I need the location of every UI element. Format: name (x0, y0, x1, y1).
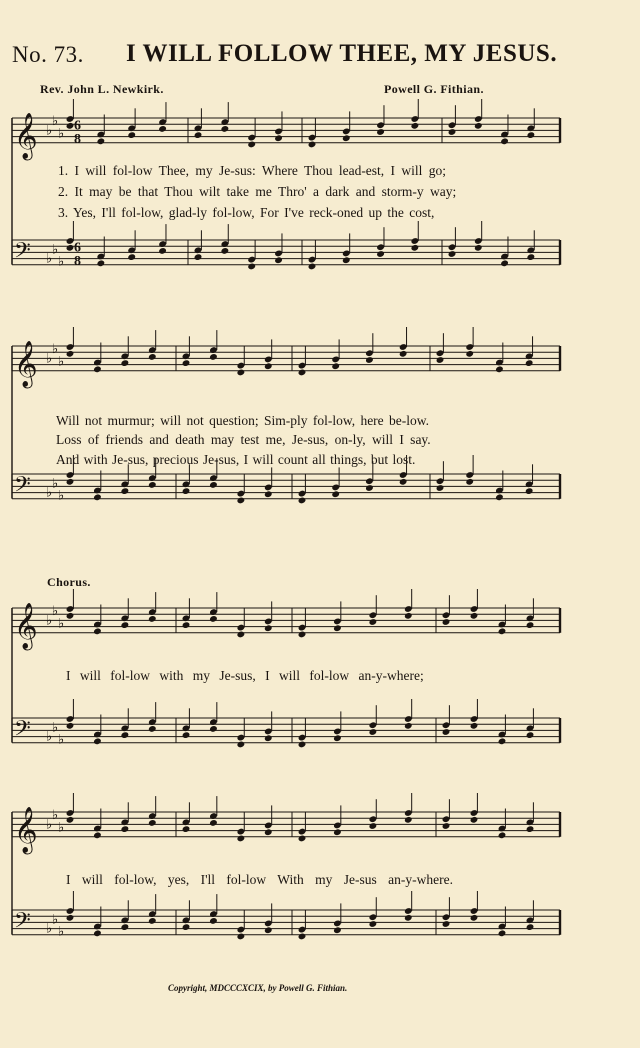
notehead (369, 618, 378, 626)
notehead (66, 350, 75, 358)
time-signature-top: 6 (74, 240, 81, 256)
notehead (66, 478, 75, 486)
notehead (411, 244, 420, 252)
verse-1-line-1: 1. I will fol-low Thee, my Je-sus: Where Thou lead-est, I will go; (58, 163, 447, 178)
notehead (66, 914, 75, 922)
notehead (121, 621, 130, 629)
notehead (333, 926, 342, 934)
notehead (182, 731, 191, 739)
notehead (369, 728, 378, 736)
bass-clef-icon: 𝄢 (14, 238, 31, 269)
notehead (404, 612, 413, 620)
notehead (526, 731, 535, 739)
notehead (209, 353, 218, 361)
notehead (93, 493, 102, 501)
notehead (237, 741, 246, 749)
flat-icon: ♭ (46, 729, 53, 745)
notehead (411, 122, 420, 130)
time-signature-bottom: 8 (74, 253, 81, 269)
flat-icon: ♭ (46, 613, 53, 629)
verse-3-line-1: 3. Yes, I'll fol-low, glad-ly fol-low, For I've reck-oned up the cost, (58, 205, 435, 220)
notehead (526, 923, 535, 931)
notehead (308, 263, 317, 271)
notehead (148, 353, 157, 361)
notehead (237, 497, 246, 505)
hymn-title: I WILL FOLLOW THEE, MY JESUS. (126, 40, 558, 67)
verse-2-line-2: Loss of friends and death may test me, Je-sus, on-ly, will I say. (56, 432, 431, 447)
notehead (298, 933, 307, 941)
notehead (194, 131, 203, 139)
time-signature-bottom: 8 (74, 131, 81, 147)
notehead (93, 831, 102, 839)
notehead (127, 131, 136, 139)
verse-3-line-2: And with Je-sus, precious Je-sus, I will count all things, but lost. (56, 452, 416, 467)
flat-icon: ♭ (52, 604, 59, 620)
notehead (498, 627, 507, 635)
notehead (93, 929, 102, 937)
notehead (404, 722, 413, 730)
notehead (470, 816, 479, 824)
notehead (342, 256, 351, 264)
flat-icon: ♭ (58, 488, 65, 504)
notehead (237, 933, 246, 941)
notehead (121, 487, 130, 495)
bass-clef-icon: 𝄢 (14, 472, 31, 503)
notehead (526, 825, 535, 833)
flat-icon: ♭ (52, 342, 59, 358)
notehead (264, 734, 273, 742)
notehead (121, 923, 130, 931)
notehead (97, 259, 106, 267)
notehead (93, 627, 102, 635)
notehead (148, 917, 157, 925)
notehead (442, 618, 451, 626)
notehead (221, 125, 230, 133)
flat-icon: ♭ (52, 114, 59, 130)
notehead (182, 359, 191, 367)
flat-icon: ♭ (46, 485, 53, 501)
notehead (365, 356, 374, 364)
notehead (298, 369, 307, 377)
flat-icon: ♭ (58, 254, 65, 270)
notehead (308, 141, 317, 149)
notehead (148, 615, 157, 623)
notehead (274, 256, 283, 264)
notehead (264, 490, 273, 498)
notehead (247, 263, 256, 271)
notehead (264, 362, 273, 370)
chorus-line-2: I will fol-low, yes, I'll fol-low With my Je-sus an-y-where. (66, 872, 453, 887)
notehead (474, 122, 483, 130)
notehead (448, 128, 457, 136)
treble-clef-icon: 𝄞 (14, 602, 38, 649)
notehead (498, 929, 507, 937)
flat-icon: ♭ (58, 126, 65, 142)
notehead (369, 822, 378, 830)
notehead (121, 825, 130, 833)
flat-icon: ♭ (58, 924, 65, 940)
flat-icon: ♭ (58, 616, 65, 632)
flat-icon: ♭ (52, 912, 59, 928)
notehead (182, 621, 191, 629)
notehead (404, 816, 413, 824)
notehead (527, 253, 536, 261)
notehead (121, 731, 130, 739)
notehead (247, 141, 256, 149)
notehead (465, 350, 474, 358)
notehead (404, 914, 413, 922)
notehead (209, 917, 218, 925)
notehead (470, 612, 479, 620)
chorus-label: Chorus. (47, 575, 91, 589)
notehead (274, 134, 283, 142)
notehead (526, 621, 535, 629)
notehead (209, 725, 218, 733)
notehead (66, 612, 75, 620)
treble-clef-icon: 𝄞 (14, 806, 38, 853)
notehead (209, 615, 218, 623)
notehead (498, 737, 507, 745)
notehead (209, 819, 218, 827)
notehead (237, 369, 246, 377)
verse-1-line-2: Will not murmur; will not question; Sim-ply fol-low, here be-low. (56, 413, 430, 428)
time-signature-top: 6 (74, 118, 81, 134)
notehead (264, 624, 273, 632)
notehead (525, 487, 534, 495)
notehead (93, 737, 102, 745)
notehead (436, 484, 445, 492)
notehead (182, 923, 191, 931)
notehead (93, 365, 102, 373)
notehead (97, 137, 106, 145)
notehead (525, 359, 534, 367)
notehead (376, 128, 385, 136)
notehead (298, 631, 307, 639)
notehead (158, 247, 167, 255)
chorus-line-1: I will fol-low with my Je-sus, I will fol-low an-y-where; (66, 668, 424, 683)
notehead (66, 722, 75, 730)
notehead (182, 825, 191, 833)
flat-icon: ♭ (52, 242, 59, 258)
notehead (237, 631, 246, 639)
treble-clef-icon: 𝄞 (14, 340, 38, 387)
notehead (209, 481, 218, 489)
notehead (66, 816, 75, 824)
copyright-notice: Copyright, MDCCCXCIX, by Powell G. Fithian. (168, 983, 348, 993)
notehead (527, 131, 536, 139)
notehead (331, 490, 340, 498)
notehead (399, 478, 408, 486)
notehead (298, 497, 307, 505)
flat-icon: ♭ (46, 351, 53, 367)
notehead (470, 914, 479, 922)
notehead (148, 481, 157, 489)
flat-icon: ♭ (46, 123, 53, 139)
notehead (495, 493, 504, 501)
flat-icon: ♭ (46, 251, 53, 267)
notehead (495, 365, 504, 373)
notehead (369, 920, 378, 928)
notehead (442, 728, 451, 736)
flat-icon: ♭ (52, 808, 59, 824)
notehead (298, 741, 307, 749)
flat-icon: ♭ (58, 354, 65, 370)
bass-clef-icon: 𝄢 (14, 908, 31, 939)
notehead (237, 835, 246, 843)
verse-2-line-1: 2. It may be that Thou wilt take me Thro' a dark and storm-y way; (58, 184, 457, 199)
notehead (333, 624, 342, 632)
notehead (442, 822, 451, 830)
notehead (376, 250, 385, 258)
treble-clef-icon: 𝄞 (14, 112, 38, 159)
composer-credit: Powell G. Fithian. (384, 82, 484, 96)
notehead (470, 722, 479, 730)
notehead (500, 259, 509, 267)
notehead (148, 725, 157, 733)
notehead (194, 253, 203, 261)
flat-icon: ♭ (52, 720, 59, 736)
lyricist-credit: Rev. John L. Newkirk. (40, 82, 164, 96)
hymn-number: No. 73. (12, 42, 84, 67)
notehead (500, 137, 509, 145)
flat-icon: ♭ (46, 921, 53, 937)
notehead (448, 250, 457, 258)
notehead (342, 134, 351, 142)
notehead (148, 819, 157, 827)
notehead (298, 835, 307, 843)
notehead (442, 920, 451, 928)
notehead (121, 359, 130, 367)
notehead (127, 253, 136, 261)
flat-icon: ♭ (52, 476, 59, 492)
notehead (331, 362, 340, 370)
flat-icon: ♭ (58, 820, 65, 836)
notehead (498, 831, 507, 839)
bass-clef-icon: 𝄢 (14, 716, 31, 747)
notehead (158, 125, 167, 133)
flat-icon: ♭ (46, 817, 53, 833)
notehead (474, 244, 483, 252)
flat-icon: ♭ (58, 732, 65, 748)
notehead (221, 247, 230, 255)
notehead (264, 828, 273, 836)
notehead (333, 828, 342, 836)
notehead (465, 478, 474, 486)
notehead (436, 356, 445, 364)
notehead (182, 487, 191, 495)
notehead (399, 350, 408, 358)
notehead (365, 484, 374, 492)
notehead (333, 734, 342, 742)
notehead (264, 926, 273, 934)
